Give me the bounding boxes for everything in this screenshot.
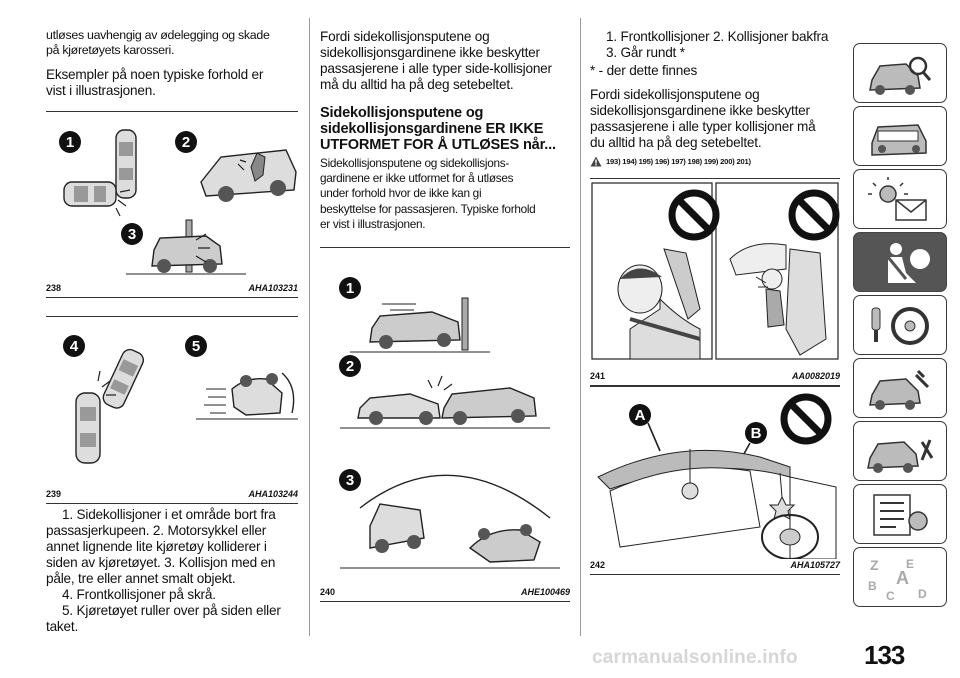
prohibited-icon [784,397,828,441]
figure-241 [590,178,840,386]
badge-b-label: B [750,425,762,442]
figure-number: 242 [590,560,606,570]
figure-242 [590,386,840,575]
car-magnifier-icon [866,50,936,98]
figure-240-caption [320,587,570,599]
badge-3-label: 3 [127,226,137,243]
body-line-1: Sidekollisjonsputene og sidekollisjons- [320,156,509,170]
prohibited-icon [672,193,716,237]
list-line-5: påle, tre eller annet smalt objekt. [46,571,236,586]
badge-2-label: 2 [345,358,355,375]
chapter-tab-vehicle-overview[interactable] [853,43,947,103]
body-line-3: under forhold hvor de ikke kan gi [320,186,482,201]
figure-238-caption [46,283,298,295]
chapter-tab-index[interactable] [853,547,947,607]
para-line-2: sidekollisjonsgardinene ikke beskytter [590,103,810,118]
airbag-seatbelt-icon [866,239,936,287]
chapter-tab-technical-data[interactable] [853,484,947,544]
list-line-3: annet lignende lite kjøretøy kolliderer i [46,539,267,554]
figure-242-caption [590,560,840,572]
list-line-2: passasjerkupeen. 2. Motorsykkel eller [46,523,267,538]
watermark: carmanualsonline.info [592,647,798,668]
figure-240 [320,247,570,602]
warning-references-text: 193) 194) 195) 196) 197) 198) 199) 200) 201) [606,156,751,166]
chapter-tab-maintenance[interactable] [853,421,947,481]
svg-text:B: B [868,579,877,593]
column-divider-1 [309,18,310,636]
svg-text:A: A [896,568,909,588]
airbag-deployment-zone-illustration-242 [590,387,840,559]
figure-code: AHA105727 [790,560,840,570]
para-line-3: passasjerene i alle typer kollisjoner må [590,119,816,134]
para-line-1: Fordi sidekollisjonsputene og [590,87,760,102]
figure-number: 239 [46,489,62,499]
svg-text:E: E [906,557,915,571]
figure-code: AA0082019 [791,371,840,381]
warning-references [590,154,840,168]
figure-number: 238 [46,283,62,293]
figure-code: AHE100469 [520,587,570,597]
heading-line-1: Sidekollisjonsputene og [320,105,484,121]
intro-line-1: utløses uavhengig av ødelegging og skade [46,28,270,42]
svg-text:Z: Z [870,557,879,573]
body-line-2: gardinene er ikke utformet for å utløses [320,171,514,186]
figure-238 [46,111,298,298]
badge-2-label: 2 [181,134,191,151]
badge-5-label: 5 [191,338,201,355]
list-line-2: 3. Går rundt * [606,45,685,60]
examples-line-2: vist i illustrasjonen. [46,83,156,98]
heading-line-3: UTFORMET FOR Å UTLØSES når... [320,137,556,153]
badge-4-label: 4 [69,338,79,355]
figure-number: 241 [590,371,606,381]
para-line-4: du alltid ha på deg setebeltet. [590,135,762,150]
para-line-3: passasjerene i alle typer side-kollisjoner [320,61,552,76]
intro-line-2: på kjøretøyets karosseri. [46,43,175,57]
warning-light-envelope-icon [866,176,936,224]
page-number: 133 [864,640,905,670]
figure-code: AHA103231 [248,283,298,293]
figure-239 [46,316,298,504]
collision-illustration-240 [320,248,570,586]
para-line-1: Fordi sidekollisjonsputene og [320,29,490,44]
alphabetical-index-icon [866,554,936,602]
badge-1-label: 1 [65,134,75,151]
list-line-8: taket. [46,619,79,634]
para-line-2: sidekollisjonsgardinene ikke beskytter [320,45,540,60]
list-line-4: siden av kjøretøyet. 3. Kollisjon med en [46,555,276,570]
body-line-5: er vist i illustrasjonen. [320,216,426,231]
chapter-tab-dashboard[interactable] [853,106,947,166]
figure-number: 240 [320,587,336,597]
svg-text:D: D [918,587,927,601]
list-line-7: 5. Kjøretøyet ruller over på siden eller [62,603,281,618]
figure-241-caption [590,371,840,383]
specifications-list-icon [866,491,936,539]
para-line-4: må du alltid ha på deg setebeltet. [320,77,514,92]
chapter-tab-emergency[interactable] [853,358,947,418]
prohibited-icon [792,193,836,237]
collision-illustration-238 [46,112,298,282]
footnote: * - der dette finnes [590,63,698,78]
body-line-4: beskyttelse for passasjeren. Typiske forhold [320,201,536,216]
column-divider-2 [580,18,581,636]
collision-illustration-239 [46,317,298,489]
list-line-6: 4. Frontkollisjoner på skrå. [62,587,216,602]
examples-line-1: Eksempler på noen typiske forhold er [46,67,264,82]
car-breakdown-wrench-icon [866,365,936,413]
car-dashboard-icon [866,113,936,161]
figure-code: AHA103244 [248,489,298,499]
chapter-tab-starting-driving[interactable] [853,295,947,355]
badge-1-label: 1 [345,280,355,297]
chapter-tab-safety[interactable] [853,232,947,292]
list-line-1: 1. Sidekollisjoner i et område bort fra [62,507,276,522]
svg-text:C: C [886,589,895,602]
figure-239-caption [46,489,298,501]
badge-3-label: 3 [345,472,355,489]
warning-triangle-icon [590,156,602,167]
steering-wheel-key-icon [866,302,936,350]
car-tools-icon [866,428,936,476]
child-restraint-illustration-241 [590,179,840,371]
heading-line-2: sidekollisjonsgardinene ER IKKE [320,121,544,137]
list-line-1: 1. Frontkollisjoner 2. Kollisjoner bakfra [606,29,829,44]
badge-a-label: A [634,407,646,424]
chapter-tab-warning-lights[interactable] [853,169,947,229]
